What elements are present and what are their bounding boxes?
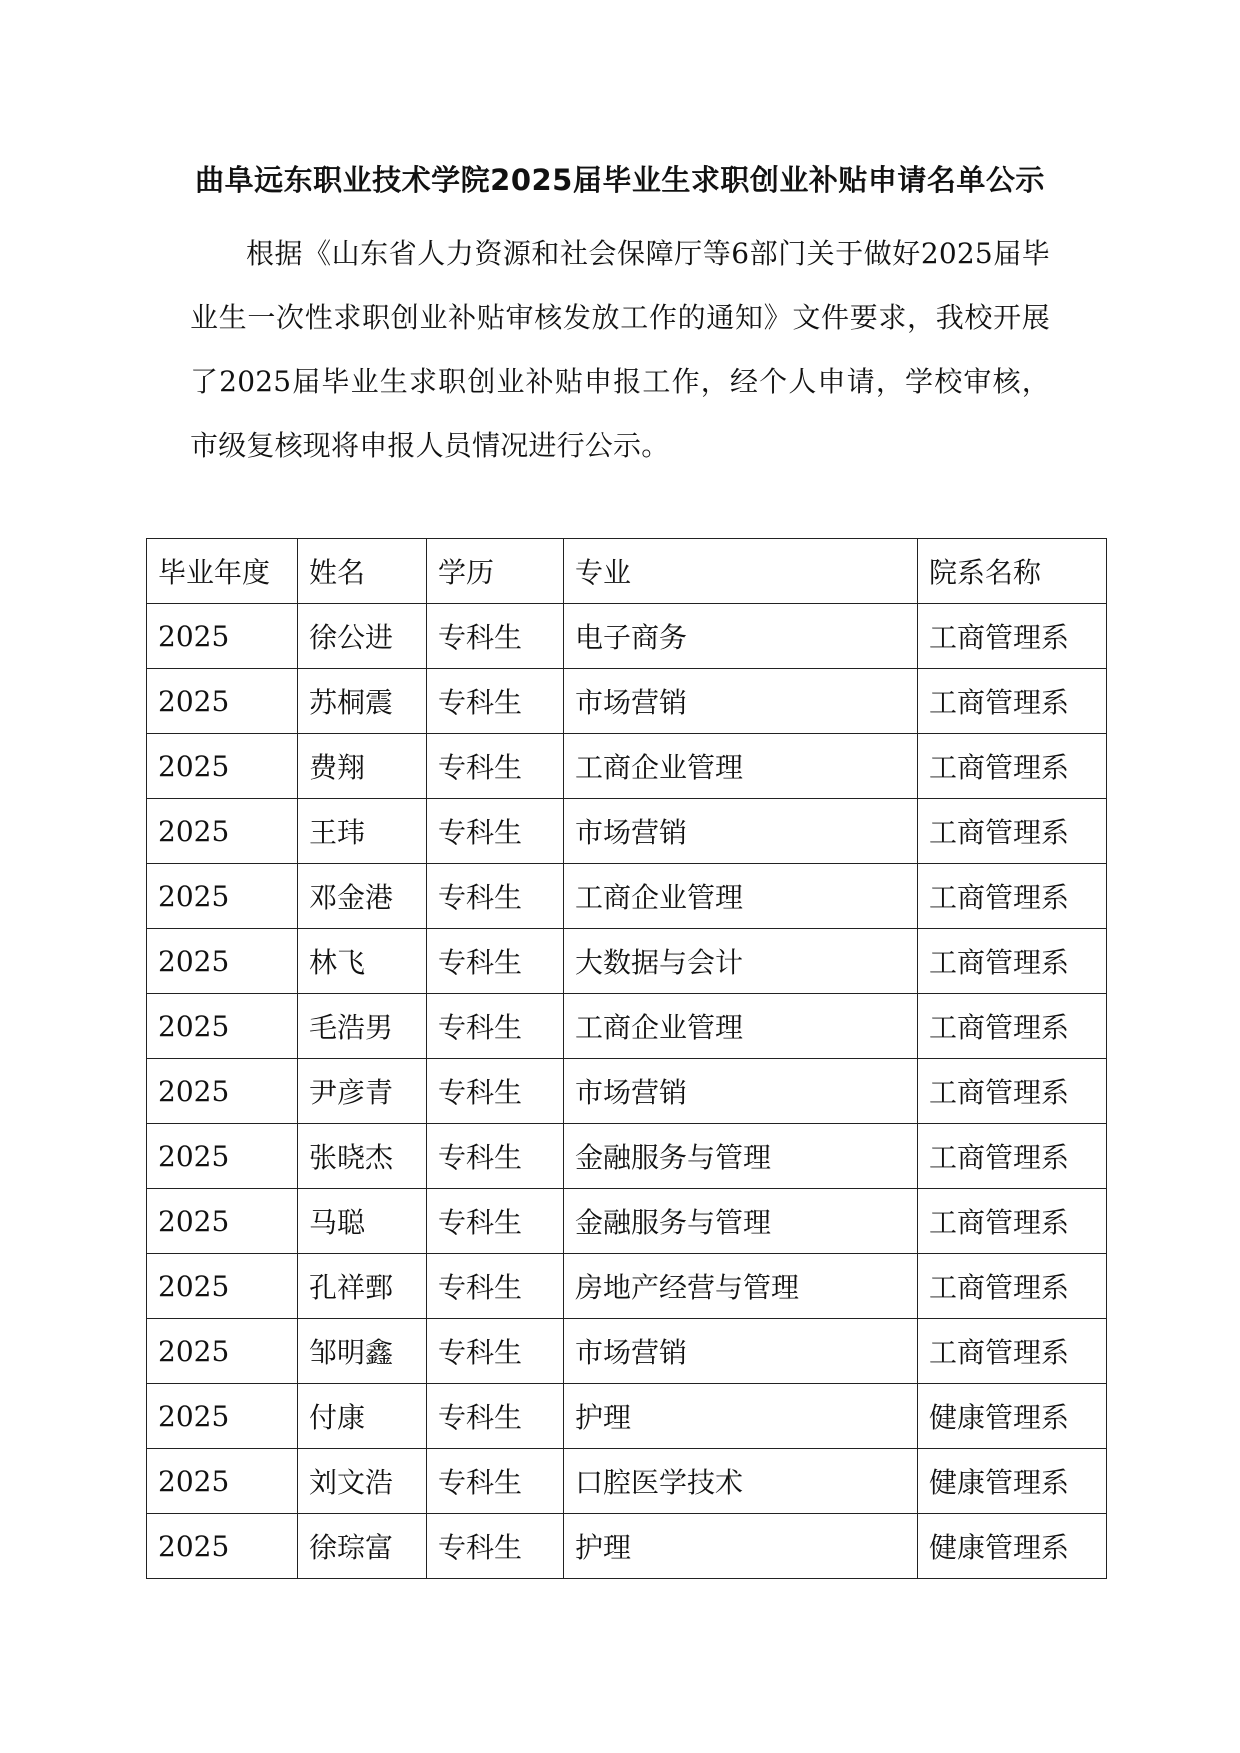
cell-department: 健康管理系 bbox=[918, 1514, 1107, 1579]
cell-year: 2025 bbox=[147, 604, 298, 669]
cell-major: 电子商务 bbox=[564, 604, 918, 669]
cell-name: 马聪 bbox=[298, 1189, 427, 1254]
cell-department: 健康管理系 bbox=[918, 1449, 1107, 1514]
cell-name: 邹明鑫 bbox=[298, 1319, 427, 1384]
cell-department: 工商管理系 bbox=[918, 994, 1107, 1059]
table-row bbox=[147, 929, 1107, 994]
cell-education: 专科生 bbox=[427, 604, 564, 669]
cell-major: 金融服务与管理 bbox=[564, 1189, 918, 1254]
cell-major: 工商企业管理 bbox=[564, 994, 918, 1059]
cell-education: 专科生 bbox=[427, 1514, 564, 1579]
header-name: 姓名 bbox=[298, 539, 427, 604]
table-row bbox=[147, 1254, 1107, 1319]
table-row bbox=[147, 734, 1107, 799]
cell-education: 专科生 bbox=[427, 1189, 564, 1254]
table-row bbox=[147, 604, 1107, 669]
cell-department: 工商管理系 bbox=[918, 799, 1107, 864]
cell-year: 2025 bbox=[147, 669, 298, 734]
cell-year: 2025 bbox=[147, 1319, 298, 1384]
cell-name: 王玮 bbox=[298, 799, 427, 864]
cell-major: 护理 bbox=[564, 1514, 918, 1579]
cell-department: 工商管理系 bbox=[918, 604, 1107, 669]
cell-education: 专科生 bbox=[427, 799, 564, 864]
table-row bbox=[147, 1319, 1107, 1384]
cell-major: 护理 bbox=[564, 1384, 918, 1449]
cell-department: 健康管理系 bbox=[918, 1384, 1107, 1449]
header-department: 院系名称 bbox=[918, 539, 1107, 604]
cell-name: 刘文浩 bbox=[298, 1449, 427, 1514]
cell-name: 徐琮富 bbox=[298, 1514, 427, 1579]
cell-year: 2025 bbox=[147, 1449, 298, 1514]
cell-year: 2025 bbox=[147, 1124, 298, 1189]
cell-year: 2025 bbox=[147, 799, 298, 864]
applicant-table-container bbox=[146, 538, 1106, 1579]
cell-name: 徐公进 bbox=[298, 604, 427, 669]
cell-education: 专科生 bbox=[427, 1449, 564, 1514]
cell-education: 专科生 bbox=[427, 1254, 564, 1319]
cell-department: 工商管理系 bbox=[918, 1254, 1107, 1319]
cell-name: 孔祥鄄 bbox=[298, 1254, 427, 1319]
cell-year: 2025 bbox=[147, 1514, 298, 1579]
cell-year: 2025 bbox=[147, 1384, 298, 1449]
cell-name: 张晓杰 bbox=[298, 1124, 427, 1189]
document-title: 曲阜远东职业技术学院2025届毕业生求职创业补贴申请名单公示 bbox=[195, 163, 1045, 197]
intro-paragraph: 根据《山东省人力资源和社会保障厅等6部门关于做好2025届毕业生一次性求职创业补贴审核发放工作的通知》文件要求，我校开展了2025届毕业生求职创业补贴申报工作，经个人申请，学校审核，市级复核现将申报人员情况进行公示。 bbox=[190, 237, 1050, 462]
cell-major: 市场营销 bbox=[564, 1059, 918, 1124]
cell-education: 专科生 bbox=[427, 1059, 564, 1124]
cell-education: 专科生 bbox=[427, 929, 564, 994]
table-row bbox=[147, 1059, 1107, 1124]
cell-department: 工商管理系 bbox=[918, 1319, 1107, 1384]
cell-major: 工商企业管理 bbox=[564, 734, 918, 799]
cell-name: 费翔 bbox=[298, 734, 427, 799]
table-row bbox=[147, 799, 1107, 864]
cell-education: 专科生 bbox=[427, 864, 564, 929]
cell-name: 付康 bbox=[298, 1384, 427, 1449]
table-row bbox=[147, 669, 1107, 734]
cell-major: 工商企业管理 bbox=[564, 864, 918, 929]
cell-name: 林飞 bbox=[298, 929, 427, 994]
cell-education: 专科生 bbox=[427, 669, 564, 734]
cell-department: 工商管理系 bbox=[918, 1124, 1107, 1189]
cell-year: 2025 bbox=[147, 1059, 298, 1124]
header-year: 毕业年度 bbox=[147, 539, 298, 604]
cell-name: 毛浩男 bbox=[298, 994, 427, 1059]
cell-department: 工商管理系 bbox=[918, 669, 1107, 734]
cell-major: 金融服务与管理 bbox=[564, 1124, 918, 1189]
table-row bbox=[147, 864, 1107, 929]
cell-name: 苏桐震 bbox=[298, 669, 427, 734]
table-row bbox=[147, 994, 1107, 1059]
cell-education: 专科生 bbox=[427, 994, 564, 1059]
cell-education: 专科生 bbox=[427, 734, 564, 799]
table-row bbox=[147, 1449, 1107, 1514]
table-row bbox=[147, 1514, 1107, 1579]
cell-year: 2025 bbox=[147, 929, 298, 994]
cell-name: 尹彦青 bbox=[298, 1059, 427, 1124]
header-education: 学历 bbox=[427, 539, 564, 604]
cell-department: 工商管理系 bbox=[918, 1059, 1107, 1124]
cell-year: 2025 bbox=[147, 1189, 298, 1254]
cell-year: 2025 bbox=[147, 1254, 298, 1319]
cell-major: 市场营销 bbox=[564, 1319, 918, 1384]
cell-department: 工商管理系 bbox=[918, 864, 1107, 929]
cell-department: 工商管理系 bbox=[918, 734, 1107, 799]
cell-department: 工商管理系 bbox=[918, 929, 1107, 994]
cell-year: 2025 bbox=[147, 734, 298, 799]
cell-major: 口腔医学技术 bbox=[564, 1449, 918, 1514]
applicant-table bbox=[146, 538, 1107, 1579]
table-row bbox=[147, 1384, 1107, 1449]
cell-education: 专科生 bbox=[427, 1124, 564, 1189]
cell-year: 2025 bbox=[147, 864, 298, 929]
header-major: 专业 bbox=[564, 539, 918, 604]
cell-education: 专科生 bbox=[427, 1384, 564, 1449]
cell-education: 专科生 bbox=[427, 1319, 564, 1384]
cell-major: 房地产经营与管理 bbox=[564, 1254, 918, 1319]
cell-major: 市场营销 bbox=[564, 799, 918, 864]
cell-major: 大数据与会计 bbox=[564, 929, 918, 994]
table-row bbox=[147, 1124, 1107, 1189]
cell-name: 邓金港 bbox=[298, 864, 427, 929]
table-row bbox=[147, 1189, 1107, 1254]
cell-department: 工商管理系 bbox=[918, 1189, 1107, 1254]
cell-major: 市场营销 bbox=[564, 669, 918, 734]
table-header-row bbox=[147, 539, 1107, 604]
cell-year: 2025 bbox=[147, 994, 298, 1059]
